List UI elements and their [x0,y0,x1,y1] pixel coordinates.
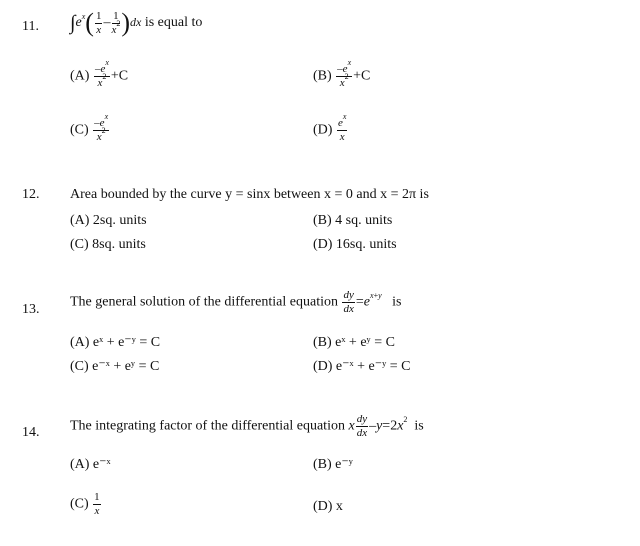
q12-stem: Area bounded by the curve y = sinx between x = 0 and x = 2π is [70,187,429,202]
q12-number: 12. [22,187,40,202]
q14-stem-prefix: The integrating factor of the differential equation [70,418,345,434]
q14-option-c: (C) $\frac{1}{x}$ [70,491,100,517]
q11-option-c: (C) $\frac{-e^x}{x^2}$ [70,112,109,143]
q14-option-d: (D) x [313,499,343,514]
q14-number: 14. [22,425,40,440]
q13-option-d: (D) e⁻ˣ + e⁻ʸ = C [313,359,411,374]
q11-option-b: (B) $\frac{-e^x}{x^2}$ +C [313,58,371,89]
q12-option-c: (C) 8sq. units [70,237,146,252]
q11-option-d: (D) $\frac{e^x}{x}$ [313,112,347,143]
q13-stem-prefix: The general solution of the differential equation [70,294,338,310]
q13-number: 13. [22,302,40,317]
q13-stem: The general solution of the differential equation $\frac{dy}{dx}$ $=e^{x+y}$ is [70,289,402,315]
q12-option-a: (A) 2sq. units [70,213,147,228]
q14-stem-suffix: is [414,418,424,434]
q13-option-c: (C) e⁻ˣ + eʸ = C [70,359,160,374]
q11-option-a: (A) $\frac{-e^x}{x^2}$ +C [70,58,129,89]
q13-option-a: (A) eˣ + e⁻ʸ = C [70,335,161,350]
q14-stem: The integrating factor of the differential equation x $\frac{dy}{dx}$ $-y=2x^2$ is [70,413,424,439]
q13-option-b: (B) eˣ + eʸ = C [313,335,395,350]
q13-stem-suffix: is [392,294,402,310]
q12-option-b: (B) 4 sq. units [313,213,393,228]
q11-stem: $\int e^x$( $\frac{1}{x}$ – $\frac{1}{x^2}$ )dx is equal to [70,8,203,37]
integral-sign: ∫ [70,12,76,34]
q14-option-a: (A) e⁻ˣ [70,457,111,472]
q11-stem-suffix: is equal to [144,15,203,31]
q12-option-d: (D) 16sq. units [313,237,397,252]
q14-option-b: (B) e⁻ʸ [313,457,353,472]
q11-number: 11. [22,19,39,34]
